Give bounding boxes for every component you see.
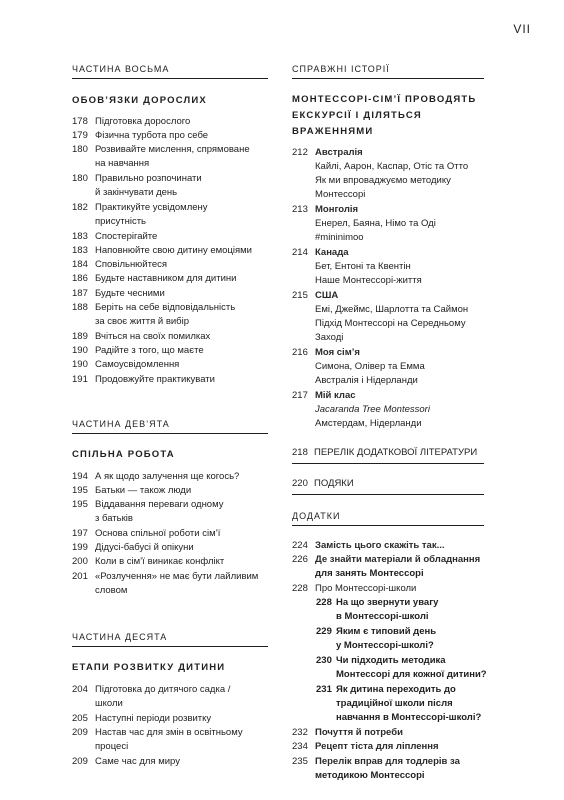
page-number: VII: [513, 22, 531, 36]
part-ten-label: ЧАСТИНА ДЕСЯТА: [72, 632, 268, 647]
toc-entry-continuation: й закінчувати день: [95, 187, 178, 198]
toc-subentry-continuation: навчання в Монтессорі-школі?: [336, 712, 482, 723]
real-stories-heading: МОНТЕССОРІ-СІМ’Ї ПРОВОДЯТЬ ЕКСКУРСІЇ І ДІЛЯТЬСЯ ВРАЖЕННЯМИ: [292, 94, 477, 137]
toc-entry[interactable]: 217 Мій клас: [292, 390, 356, 401]
toc-subentry[interactable]: 231 Як дитина переходить до: [316, 684, 456, 695]
toc-entry[interactable]: 214 Канада: [292, 247, 349, 258]
toc-entry[interactable]: 235 Перелік вправ для тодлерів за: [292, 756, 460, 767]
toc-entry-continuation: процесі: [95, 741, 129, 752]
toc-entry-continuation: на навчання: [95, 158, 150, 169]
toc-entry[interactable]: 183 Спостерігайте: [72, 231, 158, 242]
toc-entry[interactable]: 178 Підготовка дорослого: [72, 116, 191, 127]
story-family: Емі, Джеймс, Шарлотта та Саймон: [315, 304, 469, 315]
toc-entry[interactable]: 209 Саме час для миру: [72, 756, 180, 767]
toc-subentry[interactable]: 230 Чи підходить методика: [316, 655, 446, 666]
toc-subentry-continuation: в Монтессорі-школі: [336, 611, 429, 622]
story-subtitle: Наше Монтессорі-життя: [315, 275, 422, 286]
toc-entry[interactable]: 188 Беріть на себе відповідальність: [72, 302, 236, 313]
toc-entry[interactable]: 195 Батьки — також люди: [72, 485, 192, 496]
toc-entry[interactable]: 180 Правильно розпочинати: [72, 173, 202, 184]
story-family: Кайлі, Аарон, Каспар, Отіс та Отто: [315, 161, 469, 172]
toc-entry[interactable]: 190 Радійте з того, що маєте: [72, 345, 204, 356]
story-subtitle: Австралія і Нідерланди: [315, 375, 418, 386]
toc-subentry[interactable]: 228 На що звернути увагу: [316, 597, 439, 608]
toc-entry[interactable]: 194 А як щодо залучення ще когось?: [72, 471, 240, 482]
toc-subentry-continuation: Монтессорі для кожної дитини?: [336, 669, 487, 680]
toc-entry[interactable]: 197 Основа спільної роботи сім’ї: [72, 528, 221, 539]
part-nine-label: ЧАСТИНА ДЕВ’ЯТА: [72, 419, 268, 434]
toc-entry[interactable]: 232 Почуття й потреби: [292, 727, 403, 738]
toc-entry[interactable]: 199 Дідусі-бабусі й опікуни: [72, 542, 194, 553]
toc-entry[interactable]: 212 Австралія: [292, 147, 363, 158]
toc-entry[interactable]: 182 Практикуйте усвідомлену: [72, 202, 208, 213]
toc-entry[interactable]: 190 Самоусвідомлення: [72, 359, 180, 370]
toc-entry[interactable]: 184 Сповільнюйтеся: [72, 259, 168, 270]
toc-entry-continuation: методикою Монтессорі: [315, 770, 425, 781]
toc-entry[interactable]: 200 Коли в сім’ї виникає конфлікт: [72, 556, 225, 567]
toc-subentry-continuation: традиційної школи після: [336, 698, 453, 709]
further-reading-entry[interactable]: 218 ПЕРЕЛІК ДОДАТКОВОЇ ЛІТЕРАТУРИ: [292, 447, 484, 464]
toc-entry[interactable]: 191 Продовжуйте практикувати: [72, 374, 215, 385]
toc-entry-continuation: для занять Монтессорі: [315, 568, 424, 579]
toc-entry[interactable]: 201 «Розлучення» не має бути лайливим: [72, 571, 259, 582]
story-family: Енерел, Баяна, Німо та Оді: [315, 218, 436, 229]
toc-entry-continuation: з батьків: [95, 513, 133, 524]
toc-entry-continuation: словом: [95, 585, 128, 596]
story-subtitle: Амстердам, Нідерланди: [315, 418, 422, 429]
story-subtitle: Підхід Монтессорі на Середньому: [315, 318, 466, 329]
toc-entry[interactable]: 215 США: [292, 290, 339, 301]
toc-entry[interactable]: 195 Віддавання переваги одному: [72, 499, 224, 510]
toc-entry[interactable]: 179 Фізична турбота про себе: [72, 130, 209, 141]
toc-entry[interactable]: 216 Моя сім’я: [292, 347, 360, 358]
toc-entry[interactable]: 234 Рецепт тіста для ліплення: [292, 741, 439, 752]
toc-entry[interactable]: 187 Будьте чесними: [72, 288, 165, 299]
part-eight-label: ЧАСТИНА ВОСЬМА: [72, 64, 268, 79]
part-nine-heading: СПІЛЬНА РОБОТА: [72, 449, 175, 460]
story-subtitle: Заході: [315, 332, 344, 343]
toc-entry[interactable]: 213 Монголія: [292, 204, 359, 215]
story-subtitle: Монтессорі: [315, 189, 366, 200]
toc-entry-continuation: присутність: [95, 216, 146, 227]
toc-entry[interactable]: 205 Наступні періоди розвитку: [72, 713, 212, 724]
toc-subentry[interactable]: 229 Яким є типовий день: [316, 626, 437, 637]
toc-entry-continuation: школи: [95, 698, 123, 709]
toc-entry[interactable]: 189 Вчіться на своїх помилках: [72, 331, 211, 342]
real-stories-label: СПРАВЖНІ ІСТОРІЇ: [292, 64, 484, 79]
story-subtitle: #mininimoo: [315, 232, 364, 243]
toc-entry[interactable]: 204 Підготовка до дитячого садка /: [72, 684, 231, 695]
toc-entry[interactable]: 224 Замість цього скажіть так...: [292, 540, 445, 551]
story-family: Бет, Ентоні та Квентін: [315, 261, 411, 272]
toc-entry[interactable]: 183 Наповнюйте свою дитину емоціями: [72, 245, 252, 256]
part-eight-heading: ОБОВ’ЯЗКИ ДОРОСЛИХ: [72, 95, 207, 106]
toc-entry-continuation: за своє життя й вибір: [95, 316, 190, 327]
part-ten-heading: ЕТАПИ РОЗВИТКУ ДИТИНИ: [72, 662, 226, 673]
story-school-name: Jacaranda Tree Montessori: [315, 404, 430, 415]
appendix-label: ДОДАТКИ: [292, 511, 484, 526]
toc-subentry-continuation: у Монтессорі-школі?: [336, 640, 434, 651]
story-family: Симона, Олівер та Емма: [315, 361, 425, 372]
acknowledgements-entry[interactable]: 220 ПОДЯКИ: [292, 478, 484, 495]
toc-entry[interactable]: 186 Будьте наставником для дитини: [72, 273, 237, 284]
toc-entry[interactable]: 180 Розвивайте мислення, спрямоване: [72, 144, 250, 155]
toc-entry[interactable]: 209 Настав час для змін в освітньому: [72, 727, 243, 738]
toc-entry[interactable]: 226 Де знайти матеріали й обладнання: [292, 554, 481, 565]
toc-entry[interactable]: 228 Про Монтессорі-школи: [292, 583, 417, 594]
story-subtitle: Як ми впроваджуємо методику: [315, 175, 451, 186]
